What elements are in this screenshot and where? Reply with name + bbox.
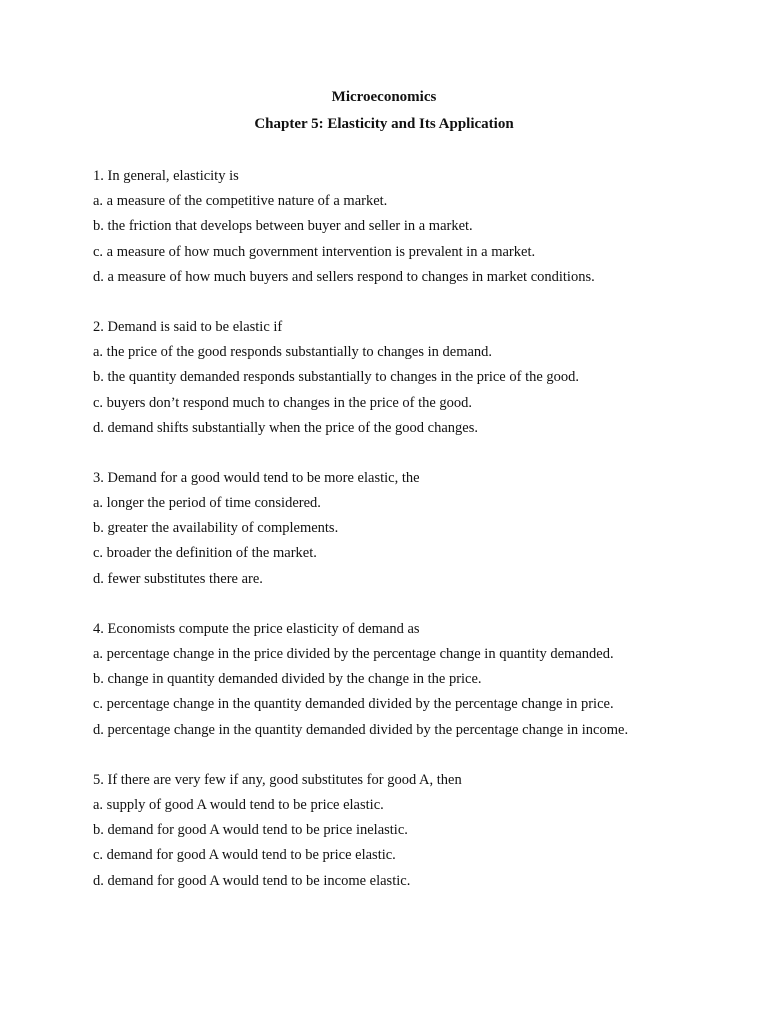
answer-option: c. a measure of how much government intervention is prevalent in a market. <box>93 243 536 260</box>
answer-option: d. a measure of how much buyers and sellers respond to changes in market conditions. <box>93 268 595 285</box>
answer-option: b. greater the availability of complements. <box>93 520 339 537</box>
question-5 <box>93 770 753 896</box>
answer-option: d. fewer substitutes there are. <box>93 570 263 587</box>
answer-option: a. longer the period of time considered. <box>93 495 321 512</box>
answer-option: c. percentage change in the quantity demanded divided by the percentage change in price. <box>93 696 614 713</box>
answer-option: b. the friction that develops between buyer and seller in a market. <box>93 218 473 235</box>
question-list <box>93 166 753 921</box>
question-2 <box>93 317 753 443</box>
answer-option: a. a measure of the competitive nature of a market. <box>93 193 388 210</box>
answer-option: b. the quantity demanded responds substantially to changes in the price of the good. <box>93 369 580 386</box>
answer-option: d. demand for good A would tend to be income elastic. <box>93 872 411 889</box>
question-stem: 4. Economists compute the price elasticity of demand as <box>93 620 420 637</box>
answer-option: a. the price of the good responds substantially to changes in demand. <box>93 344 493 361</box>
answer-option: c. demand for good A would tend to be price elastic. <box>93 847 396 864</box>
chapter-title: Chapter 5: Elasticity and Its Application <box>254 116 514 132</box>
question-stem: 5. If there are very few if any, good substitutes for good A, then <box>93 771 462 788</box>
document-title: Microeconomics <box>331 89 437 105</box>
answer-option: c. broader the definition of the market. <box>93 545 317 562</box>
question-3 <box>93 468 753 594</box>
question-4 <box>93 619 753 745</box>
answer-option: b. change in quantity demanded divided by the change in the price. <box>93 671 482 688</box>
question-stem: 3. Demand for a good would tend to be more elastic, the <box>93 469 420 486</box>
question-stem: 1. In general, elasticity is <box>93 168 239 184</box>
question-1 <box>93 166 753 292</box>
answer-option: a. percentage change in the price divided by the percentage change in quantity demanded. <box>93 646 614 662</box>
answer-option: d. demand shifts substantially when the price of the good changes. <box>93 419 478 436</box>
answer-option: b. demand for good A would tend to be price inelastic. <box>93 822 408 839</box>
answer-option: c. buyers don’t respond much to changes in the price of the good. <box>93 394 473 411</box>
answer-option: d. percentage change in the quantity demanded divided by the percentage change in income. <box>93 721 629 738</box>
answer-option: a. supply of good A would tend to be price elastic. <box>93 796 384 813</box>
question-stem: 2. Demand is said to be elastic if <box>93 318 283 335</box>
